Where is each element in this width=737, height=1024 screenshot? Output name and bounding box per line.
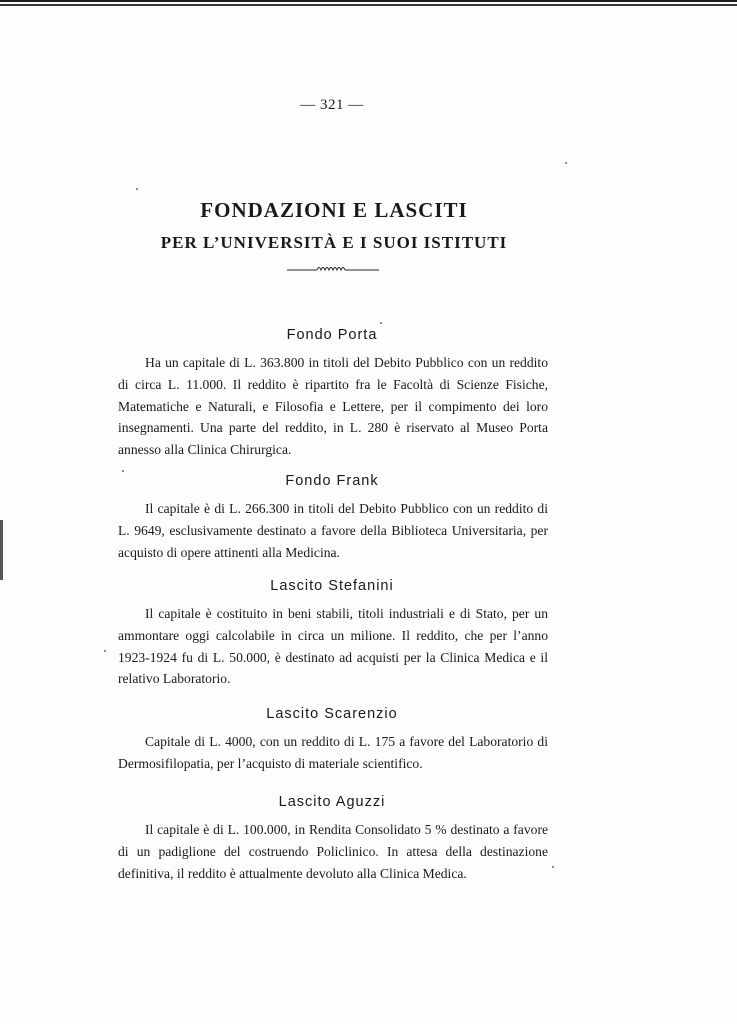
scan-speck <box>104 650 106 652</box>
section-text-lascito-aguzzi: Il capitale è di L. 100.000, in Rendita Consolidato 5 % destinato a favore di un padiglione del costruendo Policlinico. In attesa della destinazione definitiva, il reddito è attualmente devoluto alla Clinica Medica. <box>118 822 548 881</box>
scan-speck <box>565 162 567 164</box>
scan-speck <box>380 322 382 324</box>
scan-edge-mark <box>0 520 3 580</box>
page-number: — 321 — <box>300 97 364 113</box>
section-text-lascito-scarenzio: Capitale di L. 4000, con un reddito di L. 175 a favore del Laboratorio di Dermosifilopatia, per l’acquisto di materiale scientifico. <box>118 734 548 771</box>
section-heading-lascito-scarenzio: Lascito Scarenzio <box>266 706 398 722</box>
wavy-ornament-divider <box>287 262 379 274</box>
section-heading-fondo-porta: Fondo Porta <box>286 327 378 343</box>
page-subtitle: PER L’UNIVERSITÀ E I SUOI ISTITUTI <box>160 233 508 252</box>
section-heading-fondo-frank: Fondo Frank <box>285 473 379 489</box>
section-text-fondo-frank: Il capitale è di L. 266.300 in titoli del Debito Pubblico con un reddito di L. 9649, esclusivamente destinato a favore della Biblioteca Universitaria, per acquisto di opere attinenti alla Medicina. <box>118 501 548 560</box>
section-text-fondo-porta: Ha un capitale di L. 363.800 in titoli del Debito Pubblico con un reddito di circa L. 11.000. Il reddito è ripartito fra le Facoltà di Scienze Fisiche, Matematiche e Naturali, e Filosofia e Lettere, per il compimento dei loro insegnamenti. Una parte del reddito, in L. 280 è riservato al Museo Porta annesso alla Clinica Chirurgica. <box>118 355 548 458</box>
page-title: FONDAZIONI E LASCITI <box>200 198 468 222</box>
scan-speck <box>122 470 124 472</box>
top-border-rule <box>0 0 737 7</box>
scan-speck <box>136 188 138 190</box>
scan-speck <box>552 866 554 868</box>
section-heading-lascito-stefanini: Lascito Stefanini <box>270 578 394 594</box>
section-text-lascito-stefanini: Il capitale è costituito in beni stabili, titoli industriali e di Stato, per un ammontare oggi calcolabile in circa un milione. Il reddito, che per l’anno 1923-1924 fu di L. 50.000, è destinato ad acquisti per la Clinica Medica e il relativo Laboratorio. <box>118 606 548 687</box>
section-heading-lascito-aguzzi: Lascito Aguzzi <box>278 794 386 810</box>
